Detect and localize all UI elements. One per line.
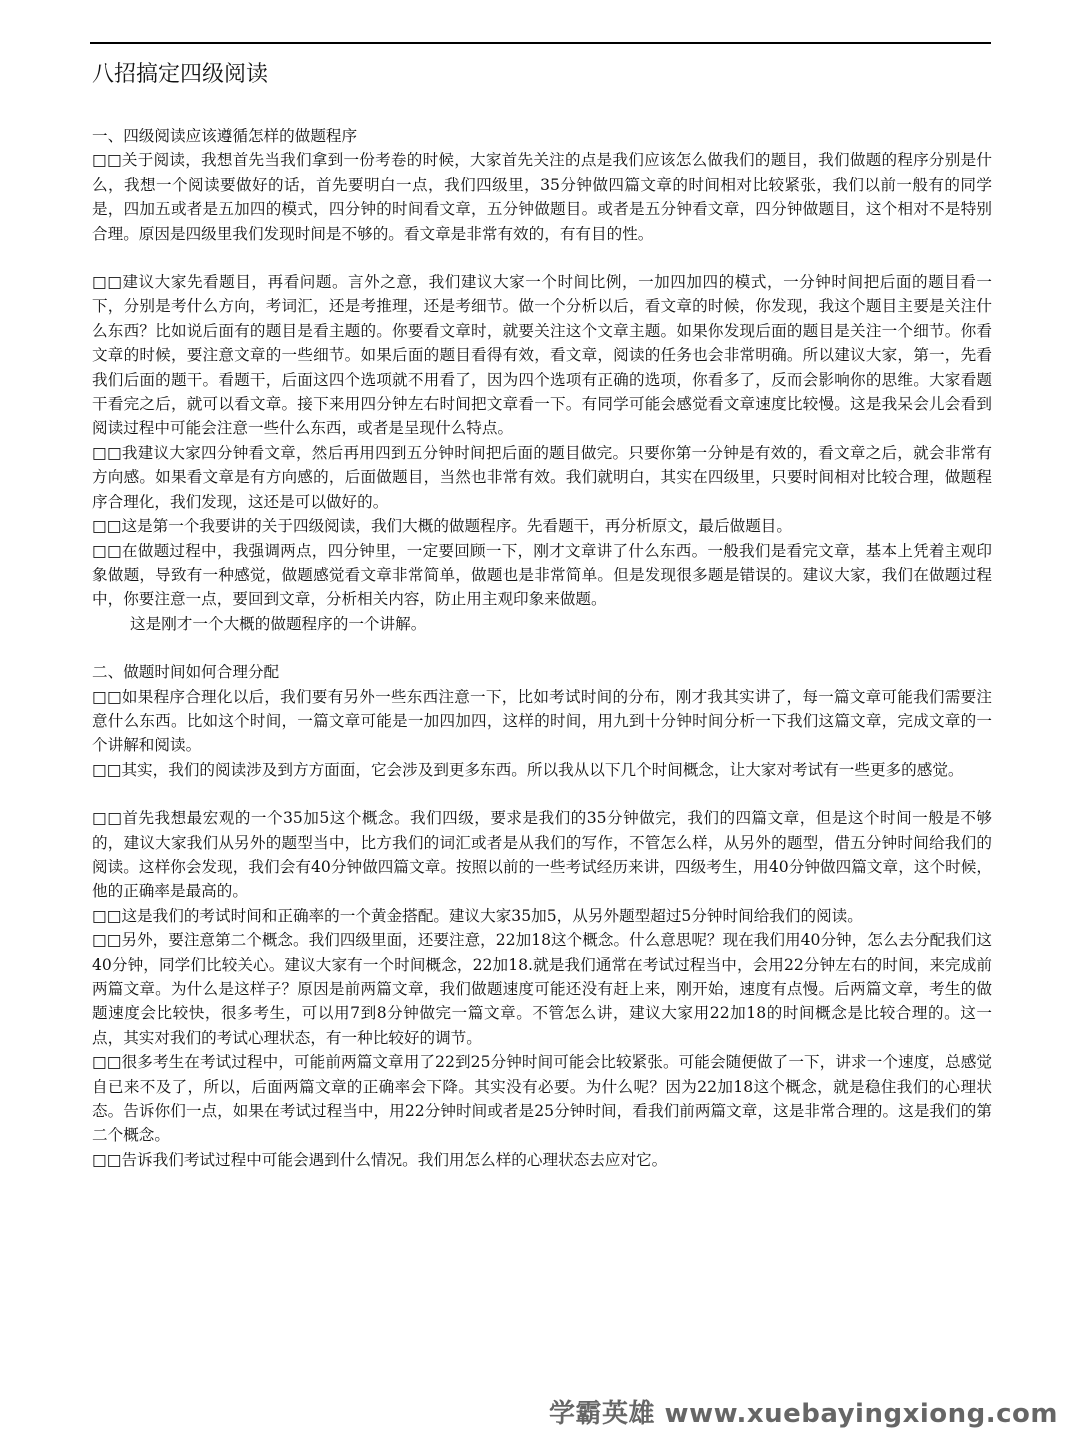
watermark: 学霸英雄 www.xuebayingxiong.com (549, 1399, 1058, 1429)
paragraph: □□建议大家先看题目，再看问题。言外之意，我们建议大家一个时间比例，一加四加四的模式，一分钟时间把后面的题目看一下，分别是考什么方向，考词汇，还是考推理，还是考细节。做一个分析以后，看文章的时候，你发现，我这个题目主要是关注什么东西？比如说后面有的题目是看主题的。你要看文章时，就要关注这个文章主题。如果你发现后面的题目是关注一个细节。你看文章的时候，要注意文章的一些细节。如果后面的题目看得有效，看文章，阅读的任务也会非常明确。所以建议大家，第一，先看我们后面的题干。看题干，后面这四个选项就不用看了，因为四个选项有正确的选项，你看多了，反而会影响你的思维。大家看题干看完之后，就可以看文章。接下来用四分钟左右时间把文章看一下。有同学可能会感觉看文章速度比较慢。这是我呆会儿会看到阅读过程中可能会注意一些什么东西，或者是呈现什么特点。 (92, 273, 992, 438)
paragraph: □□关于阅读，我想首先当我们拿到一份考卷的时候，大家首先关注的点是我们应该怎么做我们的题目，我们做题的程序分别是什么，我想一个阅读要做好的话，首先要明白一点，我们四级里，35分钟做四篇文章的时间相对比较紧张，我们以前一般有的同学是，四加五或者是五加四的模式，四分钟的时间看文章，五分钟做题目。或者是五分钟看文章，四分钟做题目，这个相对不是特别合理。原因是四级里我们发现时间是不够的。看文章是非常有效的，有有目的性。 (92, 151, 992, 243)
document-body (92, 124, 992, 1172)
section-heading-1: 一、四级阅读应该遵循怎样的做题程序 (92, 127, 358, 145)
paragraph: □□在做题过程中，我强调两点，四分钟里，一定要回顾一下，刚才文章讲了什么东西。一般我们是看完文章，基本上凭着主观印象做题，导致有一种感觉，做题感觉看文章非常简单，做题也是非常简单。但是发现很多题是错误的。建议大家，我们在做题过程中，你要注意一点，要回到文章，分析相关内容，防止用主观印象来做题。 (92, 541, 992, 609)
paragraph: □□很多考生在考试过程中，可能前两篇文章用了22到25分钟时间可能会比较紧张。可能会随便做了一下，讲求一个速度，总感觉自已来不及了，所以，后面两篇文章的正确率会下降。其实没有必要。为什么呢？因为22加18这个概念，就是稳住我们的心理状态。告诉你们一点，如果在考试过程当中，用22分钟时间或者是25分钟时间，看我们前两篇文章，这是非常合理的。这是我们的第二个概念。 (92, 1053, 992, 1145)
paragraph: □□告诉我们考试过程中可能会遇到什么情况。我们用怎么样的心理状态去应对它。 (92, 1150, 668, 1169)
paragraph: □□这是我们的考试时间和正确率的一个黄金搭配。建议大家35加5，从另外题型超过5分钟时间给我们的阅读。 (92, 906, 863, 925)
paragraph: □□我建议大家四分钟看文章，然后再用四到五分钟时间把后面的题目做完。只要你第一分钟是有效的，看文章之后，就会非常有方向感。如果看文章是有方向感的，后面做题目，当然也非常有效。我们就明白，其实在四级里，只要时间相对比较合理，做题程序合理化，我们发现，这还是可以做好的。 (92, 443, 992, 511)
paragraph: □□其实，我们的阅读涉及到方方面面，它会涉及到更多东西。所以我从以下几个时间概念，让大家对考试有一些更多的感觉。 (92, 760, 964, 779)
page-title: 八招搞定四级阅读 (92, 62, 269, 87)
section-heading-2: 二、做题时间如何合理分配 (92, 663, 280, 682)
paragraph: □□如果程序合理化以后，我们要有另外一些东西注意一下，比如考试时间的分布，刚才我其实讲了，每一篇文章可能我们需要注意什么东西。比如这个时间，一篇文章可能是一加四加四，这样的时间，用九到十分钟时间分析一下我们这篇文章，完成文章的一个讲解和阅读。 (92, 687, 992, 755)
paragraph: □□另外，要注意第二个概念。我们四级里面，还要注意，22加18这个概念。什么意思呢？现在我们用40分钟，怎么去分配我们这40分钟，同学们比较关心。建议大家有一个时间概念，22加18.就是我们通常在考试过程当中，会用22分钟左右的时间，来完成前两篇文章。为什么是这样子？原因是前两篇文章，我们做题速度可能还没有赶上来，刚开始，速度有点慢。后两篇文章，考生的做题速度会比较快，很多考生，可以用7到8分钟做完一篇文章。不管怎么讲，建议大家用22加18的时间概念是比较合理的。这一点，其实对我们的考试心理状态，有一种比较好的调节。 (92, 931, 992, 1047)
paragraph: □□这是第一个我要讲的关于四级阅读，我们大概的做题程序。先看题干，再分析原文，最后做题目。 (92, 517, 792, 536)
paragraph: □□首先我想最宏观的一个35加5这个概念。我们四级，要求是我们的35分钟做完，我们的四篇文章，但是这个时间一般是不够的，建议大家我们从另外的题型当中，比方我们的词汇或者是从我们的写作，不管怎么样，从另外的题型，借五分钟时间给我们的阅读。这样你会发现，我们会有40分钟做四篇文章。按照以前的一些考试经历来讲，四级考生，用40分钟做四篇文章，这个时候，他的正确率是最高的。 (92, 809, 992, 901)
paragraph: 这是刚才一个大概的做题程序的一个讲解。 (130, 614, 427, 633)
top-rule (90, 42, 991, 44)
